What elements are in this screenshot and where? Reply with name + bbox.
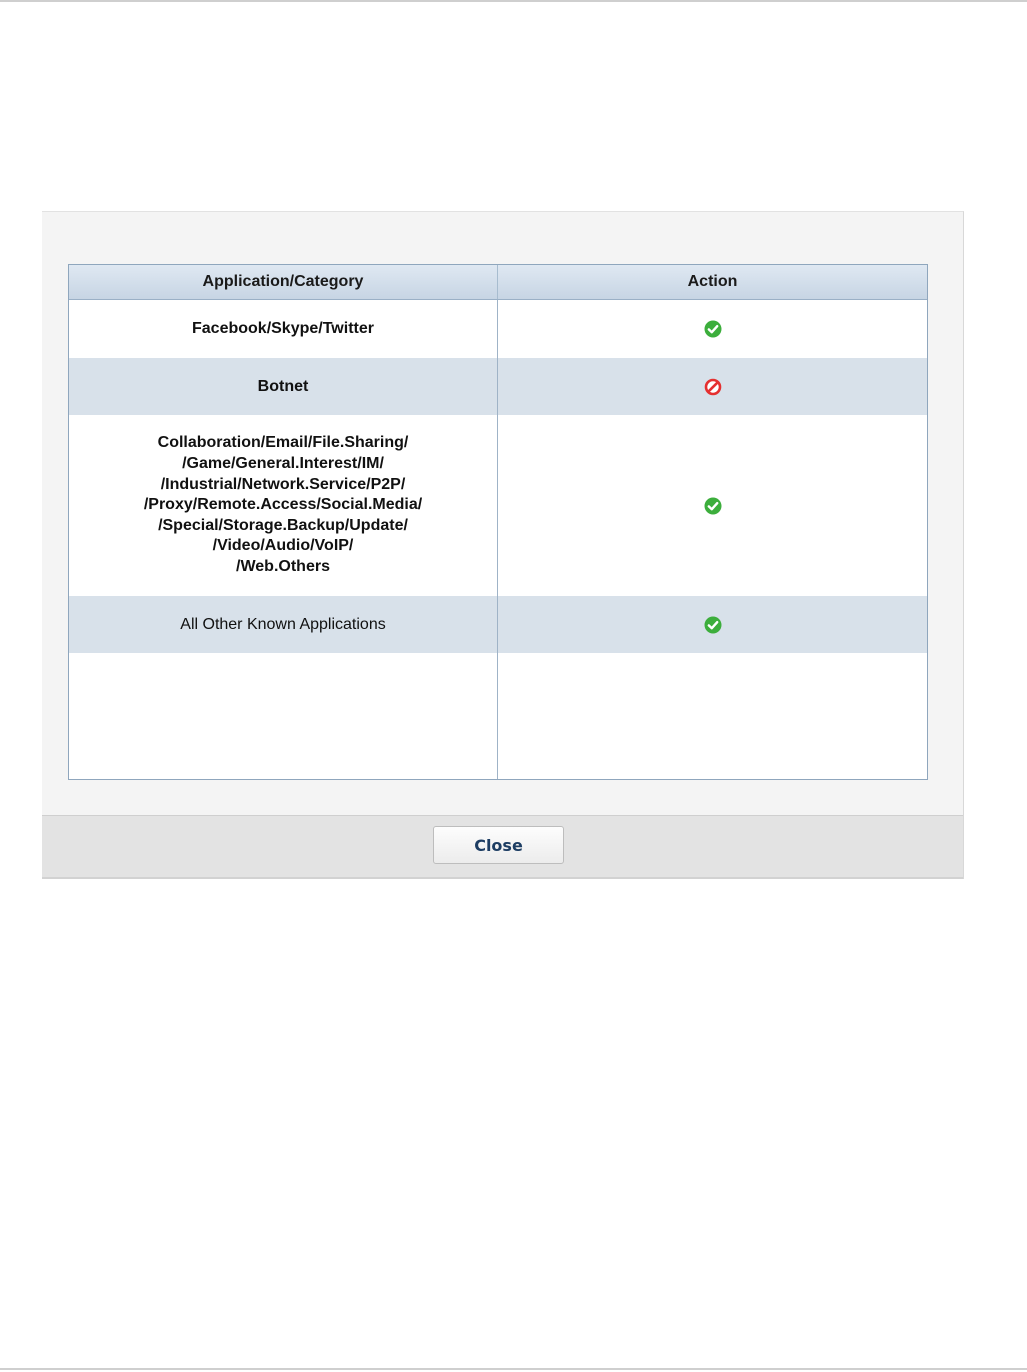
table-header	[69, 265, 927, 300]
allow-icon	[704, 497, 722, 515]
application-cell	[69, 596, 498, 653]
application-label-line: /Game/General.Interest/IM/	[182, 455, 384, 473]
table-row[interactable]	[69, 358, 927, 415]
allow-icon	[704, 616, 722, 634]
column-header-application-category[interactable]: Application/Category	[69, 265, 498, 299]
page-bottom-rule	[0, 1368, 1027, 1370]
dialog-body	[42, 212, 963, 815]
empty-cell	[498, 653, 927, 779]
page-top-rule	[0, 0, 1027, 2]
table-row[interactable]	[69, 415, 927, 596]
application-cell	[69, 300, 498, 358]
application-label-line: Collaboration/Email/File.Sharing/	[157, 434, 409, 452]
application-cell	[69, 415, 498, 596]
application-label-line: /Web.Others	[236, 557, 330, 575]
block-icon	[704, 378, 722, 396]
action-cell	[498, 300, 927, 358]
close-button[interactable]: Close	[433, 826, 564, 864]
application-cell	[69, 358, 498, 415]
table-empty-area	[69, 653, 927, 779]
allow-icon	[704, 320, 722, 338]
table-row[interactable]	[69, 300, 927, 358]
action-cell	[498, 415, 927, 596]
action-cell	[498, 596, 927, 653]
application-label: Facebook/Skype/Twitter	[192, 320, 374, 337]
application-label-line: /Industrial/Network.Service/P2P/	[160, 475, 406, 493]
application-label-line: /Special/Storage.Backup/Update/	[158, 516, 408, 534]
application-label-line: /Proxy/Remote.Access/Social.Media/	[143, 496, 423, 514]
application-label: All Other Known Applications	[180, 615, 386, 633]
dialog-footer	[42, 815, 963, 879]
action-cell	[498, 358, 927, 415]
empty-cell	[69, 653, 498, 779]
application-policy-dialog	[42, 211, 964, 879]
application-label: Botnet	[257, 377, 309, 395]
policy-table	[68, 264, 928, 780]
application-label-line: /Video/Audio/VoIP/	[212, 537, 354, 555]
table-row[interactable]	[69, 596, 927, 653]
column-header-action[interactable]: Action	[687, 273, 738, 290]
